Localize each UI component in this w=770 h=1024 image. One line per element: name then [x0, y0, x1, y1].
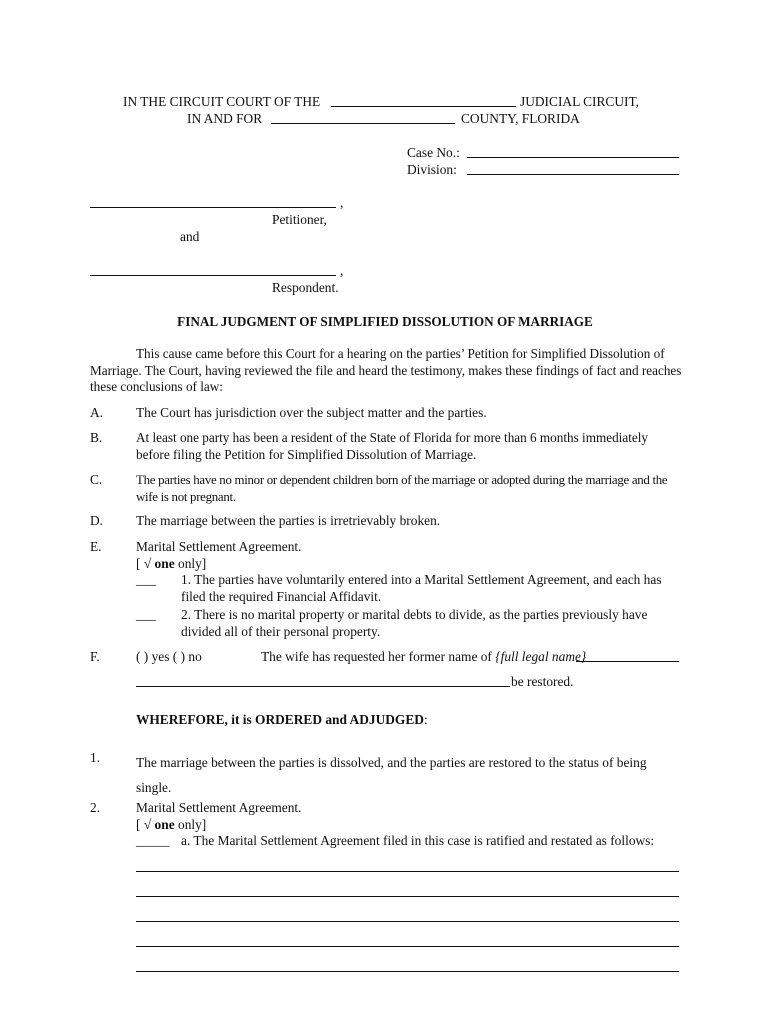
petitioner-comma: , [340, 195, 344, 210]
intro-paragraph: This cause came before this Court for a hearing on the parties’ Petition for Simplified Dissolution of Marriage. The Court, having reviewed the file and heard the testimony, makes these findings of fact and reaches these conclusions of law: [90, 346, 682, 394]
option-text: 2. There is no marital property or marital debts to divide, as the parties previously have divided all of their personal property. [181, 607, 648, 639]
agreement-text-line[interactable] [136, 871, 679, 872]
order-text: Marital Settlement Agreement. [136, 800, 302, 815]
division-field[interactable] [467, 174, 679, 175]
agreement-text-line[interactable] [136, 946, 679, 947]
former-name-field[interactable] [576, 661, 679, 662]
petitioner-label: Petitioner, [272, 212, 327, 227]
name-restore-choice[interactable]: ( ) yes ( ) no [136, 649, 202, 664]
respondent-comma: , [340, 263, 344, 278]
finding-text: At least one party has been a resident of the State of Florida for more than 6 months immediately before filing the Petition for Simplified Dissolution of Marriage. [136, 430, 648, 462]
county-field[interactable] [271, 123, 455, 124]
checkmark-icon: √ [143, 817, 152, 832]
document-title: FINAL JUDGMENT OF SIMPLIFIED DISSOLUTION OF MARRIAGE [177, 314, 593, 329]
former-name-field-continued[interactable] [136, 686, 510, 687]
option-text: 1. The parties have voluntarily entered into a Marital Settlement Agreement, and each has filed the required Financial Affidavit. [181, 572, 662, 604]
finding-label: E. [90, 539, 102, 554]
order-label: 1. [90, 750, 101, 765]
option-text: a. The Marital Settlement Agreement filed in this case is ratified and restated as follows: [181, 833, 655, 848]
agreement-text-line[interactable] [136, 971, 679, 972]
finding-label: C. [90, 472, 103, 487]
option-blank[interactable]: ___ [136, 572, 157, 587]
agreement-text-line[interactable] [136, 921, 679, 922]
finding-label: A. [90, 405, 104, 420]
case-no-label: Case No.: [407, 145, 460, 160]
respondent-name-field[interactable] [90, 275, 336, 276]
and-text: and [180, 229, 200, 244]
court-caption-line1: IN THE CIRCUIT COURT OF THE [123, 94, 321, 109]
court-caption-line1-suffix: JUDICIAL CIRCUIT, [520, 94, 640, 109]
agreement-text-line[interactable] [136, 896, 679, 897]
one-only-instruction: [ √ one only] [136, 817, 207, 832]
checkmark-icon: √ [143, 556, 152, 571]
respondent-label: Respondent. [272, 280, 339, 295]
petitioner-name-field[interactable] [90, 207, 336, 208]
court-caption-line2-suffix: COUNTY, FLORIDA [461, 111, 580, 126]
division-label: Division: [407, 162, 457, 177]
order-label: 2. [90, 800, 101, 815]
finding-label: B. [90, 430, 103, 445]
one-only-instruction: [ √ one only] [136, 556, 207, 571]
finding-text: Marital Settlement Agreement. [136, 539, 302, 554]
name-restore-text: The wife has requested her former name of {full legal name} [261, 649, 587, 664]
option-blank[interactable]: _____ [136, 833, 170, 848]
circuit-number-field[interactable] [331, 106, 516, 107]
finding-text: The marriage between the parties is irretrievably broken. [136, 513, 441, 528]
order-text: The marriage between the parties is dissolved, and the parties are restored to the status of being single. [136, 755, 647, 795]
be-restored-text: be restored. [511, 674, 574, 689]
finding-label: D. [90, 513, 104, 528]
finding-text: The Court has jurisdiction over the subject matter and the parties. [136, 405, 487, 420]
case-no-field[interactable] [467, 157, 679, 158]
option-blank[interactable]: ___ [136, 607, 157, 622]
wherefore-heading: WHEREFORE, it is ORDERED and ADJUDGED: [136, 712, 428, 727]
finding-label: F. [90, 649, 100, 664]
court-caption-line2: IN AND FOR [187, 111, 263, 126]
finding-text: The parties have no minor or dependent children born of the marriage or adopted during the marriage and the wife is not pregnant. [136, 473, 668, 504]
